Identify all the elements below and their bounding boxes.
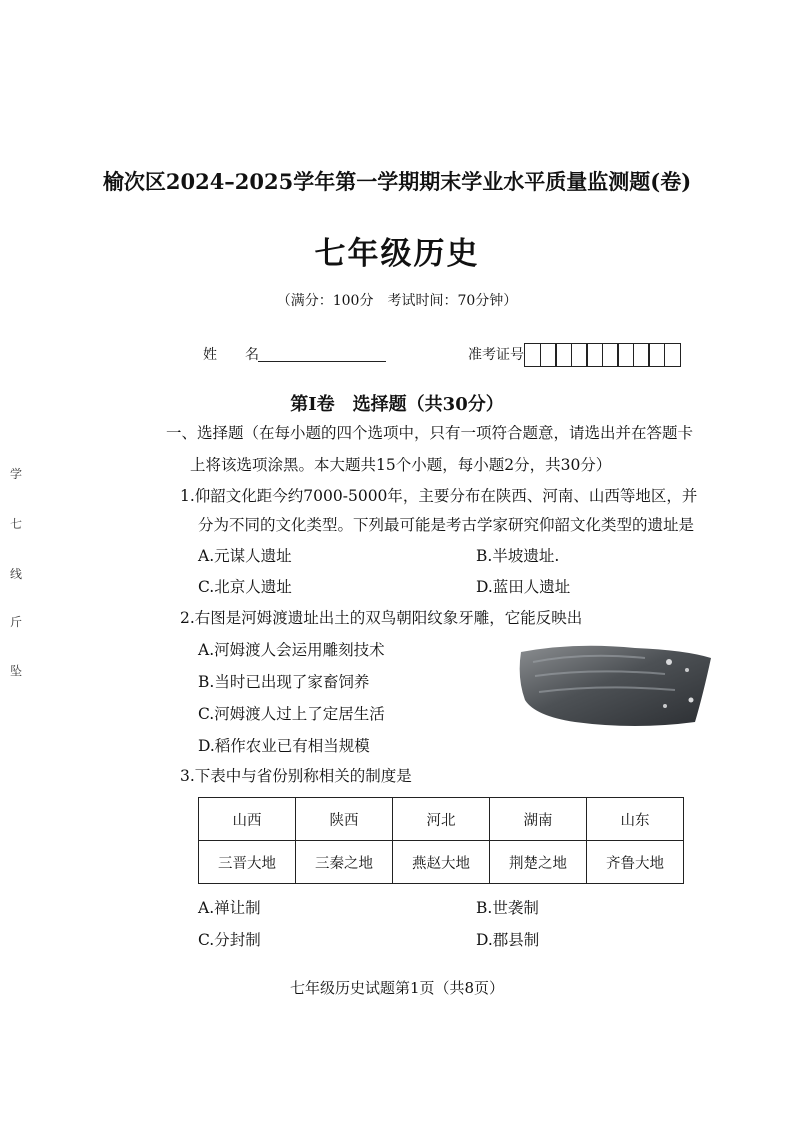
question-1-option-d[interactable]: D.蓝田人遗址 <box>476 578 571 596</box>
margin-mark: 七 <box>10 517 23 531</box>
exam-number-box[interactable] <box>602 343 619 367</box>
margin-mark: 坠 <box>10 664 23 678</box>
exam-number-box[interactable] <box>617 343 634 367</box>
table-cell: 燕赵大地 <box>393 841 490 884</box>
name-label: 姓 名 <box>203 347 259 363</box>
question-1-stem: 分为不同的文化类型。下列最可能是考古学家研究仰韶文化类型的遗址是 <box>198 516 695 534</box>
exam-number-box[interactable] <box>555 343 572 367</box>
table-cell: 荆楚之地 <box>490 841 587 884</box>
table-cell: 山东 <box>587 798 684 841</box>
exam-number-box[interactable] <box>571 343 588 367</box>
province-table <box>198 797 684 884</box>
margin-mark: 线 <box>10 567 23 581</box>
table-cell: 河北 <box>393 798 490 841</box>
question-3-stem: 3.下表中与省份别称相关的制度是 <box>180 767 412 785</box>
exam-number-box[interactable] <box>524 343 541 367</box>
question-2-option-d[interactable]: D.稻作农业已有相当规模 <box>198 737 370 755</box>
name-field[interactable] <box>258 361 386 362</box>
exam-number-box[interactable] <box>586 343 603 367</box>
table-row <box>199 798 684 841</box>
margin-mark: 斤 <box>10 615 23 629</box>
exam-number-box[interactable] <box>648 343 665 367</box>
question-2-stem: 2.右图是河姆渡遗址出土的双鸟朝阳纹象牙雕，它能反映出 <box>180 609 583 627</box>
exam-number-box[interactable] <box>664 343 681 367</box>
exam-meta: （满分：100分 考试时间：70分钟） <box>276 293 518 309</box>
question-3-option-a[interactable]: A.禅让制 <box>198 899 261 917</box>
section-title: 第Ⅰ卷 选择题（共30分） <box>290 394 504 415</box>
question-2-option-c[interactable]: C.河姆渡人过上了定居生活 <box>198 705 385 723</box>
exam-number-box[interactable] <box>540 343 557 367</box>
margin-mark: 学 <box>10 467 23 481</box>
question-2-option-b[interactable]: B.当时已出现了家畜饲养 <box>198 673 370 691</box>
table-cell: 三秦之地 <box>296 841 393 884</box>
question-1-option-a[interactable]: A.元谋人遗址 <box>198 547 292 565</box>
ivory-carving-image <box>515 640 715 730</box>
exam-number-label: 准考证号 <box>468 347 524 363</box>
page-footer: 七年级历史试题第1页（共8页） <box>289 979 505 997</box>
question-1-option-c[interactable]: C.北京人遗址 <box>198 578 292 596</box>
question-2-option-a[interactable]: A.河姆渡人会运用雕刻技术 <box>198 641 385 659</box>
table-row <box>199 841 684 884</box>
table-cell: 陕西 <box>296 798 393 841</box>
exam-title: 榆次区2024–2025学年第一学期期末学业水平质量监测题(卷) <box>102 169 692 194</box>
exam-number-box[interactable] <box>633 343 650 367</box>
question-1-stem: 1.仰韶文化距今约7000-5000年，主要分布在陕西、河南、山西等地区，并 <box>180 487 698 505</box>
question-3-option-b[interactable]: B.世袭制 <box>476 899 539 917</box>
table-cell: 湖南 <box>490 798 587 841</box>
instruction-line: 上将该选项涂黑。本大题共15个小题，每小题2分，共30分） <box>190 456 612 474</box>
subject-title: 七年级历史 <box>314 236 480 272</box>
instruction-line: 一、选择题（在每小题的四个选项中，只有一项符合题意，请选出并在答题卡 <box>166 424 694 442</box>
question-3-option-d[interactable]: D.郡县制 <box>476 931 540 949</box>
table-cell: 齐鲁大地 <box>587 841 684 884</box>
table-cell: 山西 <box>199 798 296 841</box>
exam-number-boxes[interactable] <box>524 343 679 367</box>
question-3-option-c[interactable]: C.分封制 <box>198 931 261 949</box>
table-cell: 三晋大地 <box>199 841 296 884</box>
question-1-option-b[interactable]: B.半坡遗址. <box>476 547 560 565</box>
